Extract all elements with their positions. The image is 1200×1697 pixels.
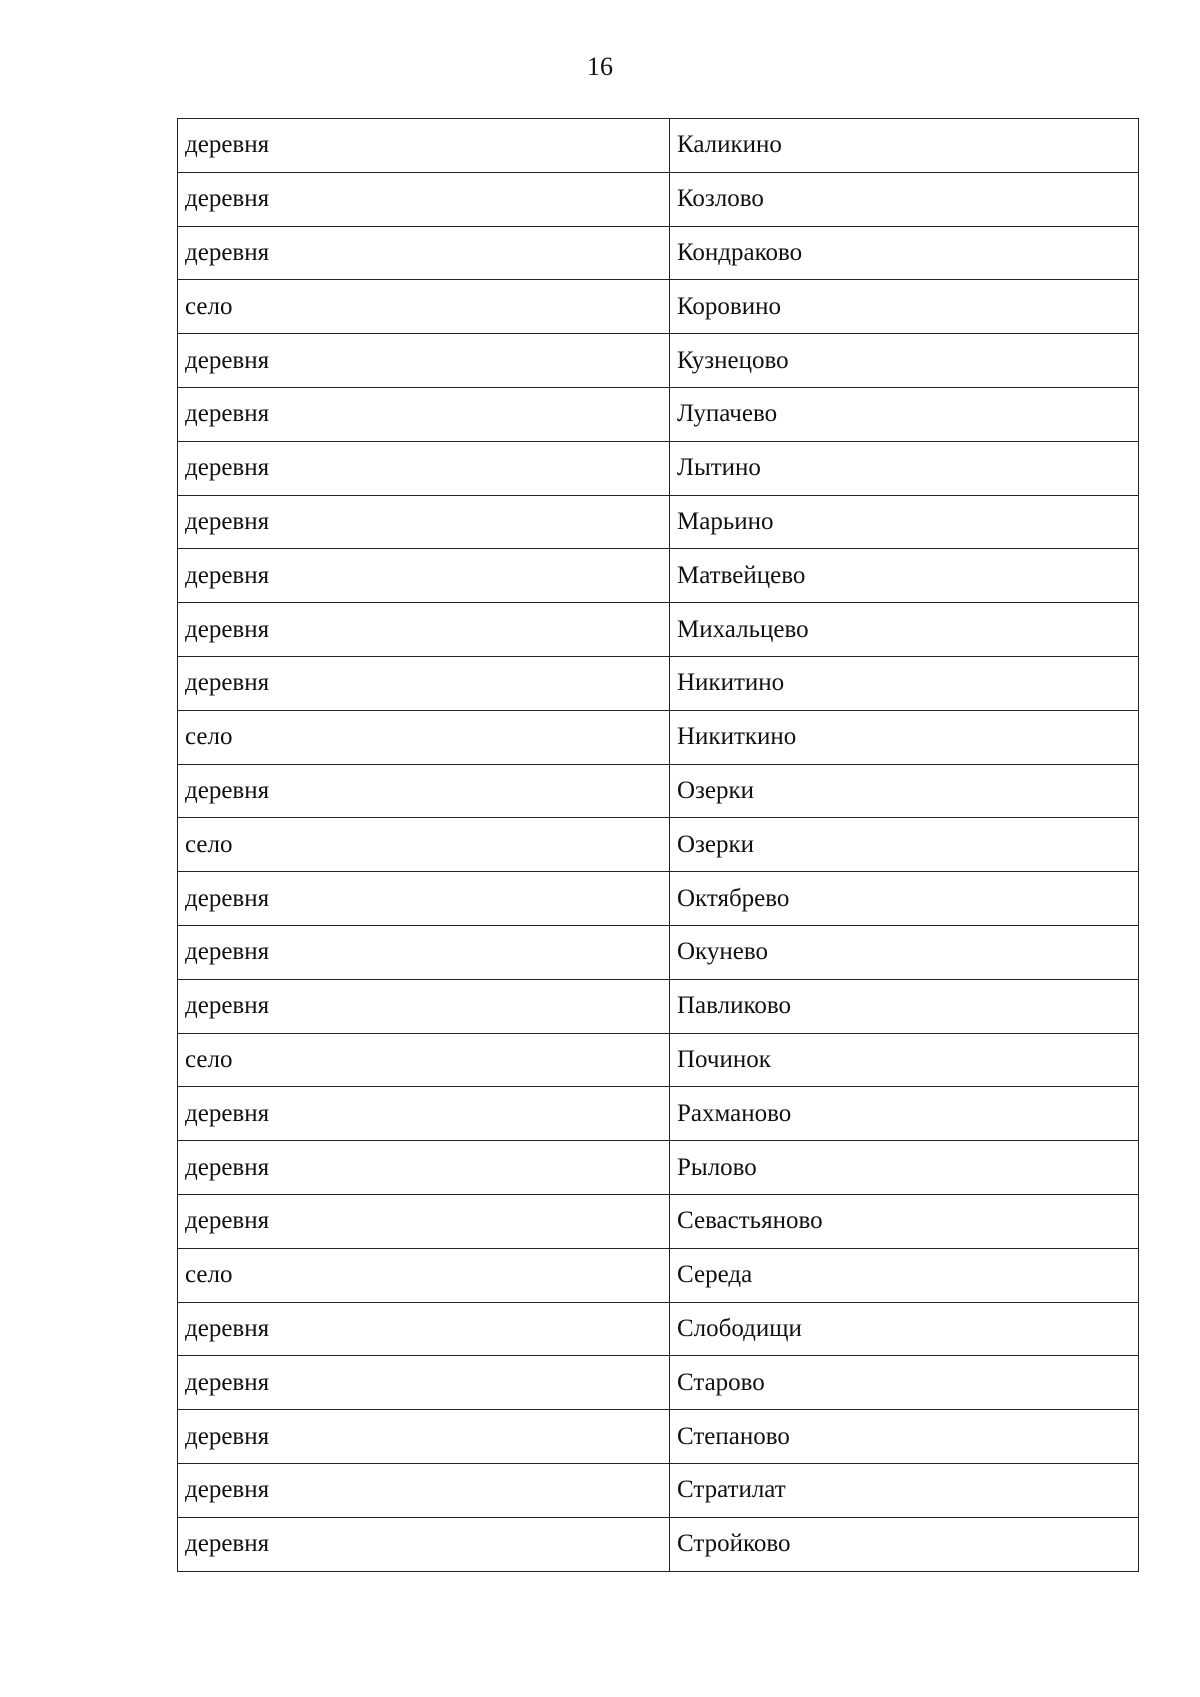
table-row (178, 818, 1139, 872)
table-row (178, 549, 1139, 603)
settlement-type-cell: деревня (178, 226, 670, 280)
table-row (178, 1248, 1139, 1302)
settlement-name-cell: Старово (670, 1356, 1139, 1410)
settlement-type-cell: деревня (178, 549, 670, 603)
table-row (178, 710, 1139, 764)
settlement-name-cell: Починок (670, 1033, 1139, 1087)
settlement-type-cell: село (178, 280, 670, 334)
settlement-type-cell: деревня (178, 1302, 670, 1356)
settlement-name-cell: Михальцево (670, 603, 1139, 657)
settlement-name-cell: Лытино (670, 441, 1139, 495)
table-row (178, 1033, 1139, 1087)
table-row (178, 441, 1139, 495)
settlement-type-cell: деревня (178, 1517, 670, 1571)
settlement-type-cell: деревня (178, 872, 670, 926)
settlement-name-cell: Лупачево (670, 387, 1139, 441)
settlement-name-cell: Слободищи (670, 1302, 1139, 1356)
settlement-type-cell: деревня (178, 925, 670, 979)
settlement-type-cell: деревня (178, 119, 670, 173)
settlement-type-cell: деревня (178, 1087, 670, 1141)
settlements-table-body (178, 119, 1139, 1572)
settlement-name-cell: Середа (670, 1248, 1139, 1302)
table-row (178, 764, 1139, 818)
settlement-type-cell: деревня (178, 603, 670, 657)
table-row (178, 1141, 1139, 1195)
settlement-type-cell: деревня (178, 1194, 670, 1248)
table-row (178, 925, 1139, 979)
table-row (178, 387, 1139, 441)
settlement-type-cell: деревня (178, 1356, 670, 1410)
settlement-name-cell: Коровино (670, 280, 1139, 334)
settlement-name-cell: Рахманово (670, 1087, 1139, 1141)
table-row (178, 1463, 1139, 1517)
settlement-type-cell: деревня (178, 656, 670, 710)
settlement-name-cell: Козлово (670, 172, 1139, 226)
table-row (178, 226, 1139, 280)
table-row (178, 1517, 1139, 1571)
settlement-name-cell: Окунево (670, 925, 1139, 979)
table-row (178, 119, 1139, 173)
settlement-type-cell: деревня (178, 495, 670, 549)
settlement-type-cell: село (178, 710, 670, 764)
settlement-name-cell: Озерки (670, 818, 1139, 872)
page-number: 16 (587, 52, 613, 81)
settlement-name-cell: Никитино (670, 656, 1139, 710)
settlement-type-cell: деревня (178, 334, 670, 388)
settlement-name-cell: Кондраково (670, 226, 1139, 280)
settlement-name-cell: Павликово (670, 979, 1139, 1033)
settlement-type-cell: деревня (178, 172, 670, 226)
table-row (178, 979, 1139, 1033)
settlement-type-cell: деревня (178, 1463, 670, 1517)
settlement-type-cell: село (178, 818, 670, 872)
settlement-type-cell: деревня (178, 387, 670, 441)
settlement-name-cell: Кузнецово (670, 334, 1139, 388)
settlement-name-cell: Никиткино (670, 710, 1139, 764)
table-row (178, 603, 1139, 657)
settlement-name-cell: Октябрево (670, 872, 1139, 926)
table-row (178, 656, 1139, 710)
settlement-type-cell: деревня (178, 764, 670, 818)
settlement-type-cell: деревня (178, 979, 670, 1033)
settlement-name-cell: Каликино (670, 119, 1139, 173)
settlement-type-cell: деревня (178, 1141, 670, 1195)
table-row (178, 872, 1139, 926)
settlement-name-cell: Рылово (670, 1141, 1139, 1195)
table-row (178, 172, 1139, 226)
table-row (178, 1356, 1139, 1410)
table-row (178, 280, 1139, 334)
table-row (178, 1302, 1139, 1356)
settlement-type-cell: деревня (178, 441, 670, 495)
table-row (178, 1194, 1139, 1248)
table-row (178, 495, 1139, 549)
settlement-name-cell: Степаново (670, 1410, 1139, 1464)
settlement-name-cell: Матвейцево (670, 549, 1139, 603)
settlement-name-cell: Марьино (670, 495, 1139, 549)
settlement-name-cell: Стройково (670, 1517, 1139, 1571)
settlements-table (177, 118, 1139, 1572)
settlement-type-cell: деревня (178, 1410, 670, 1464)
settlement-type-cell: село (178, 1033, 670, 1087)
settlement-name-cell: Озерки (670, 764, 1139, 818)
table-row (178, 334, 1139, 388)
table-row (178, 1410, 1139, 1464)
settlement-name-cell: Стратилат (670, 1463, 1139, 1517)
settlement-type-cell: село (178, 1248, 670, 1302)
settlement-name-cell: Севастьяново (670, 1194, 1139, 1248)
table-row (178, 1087, 1139, 1141)
